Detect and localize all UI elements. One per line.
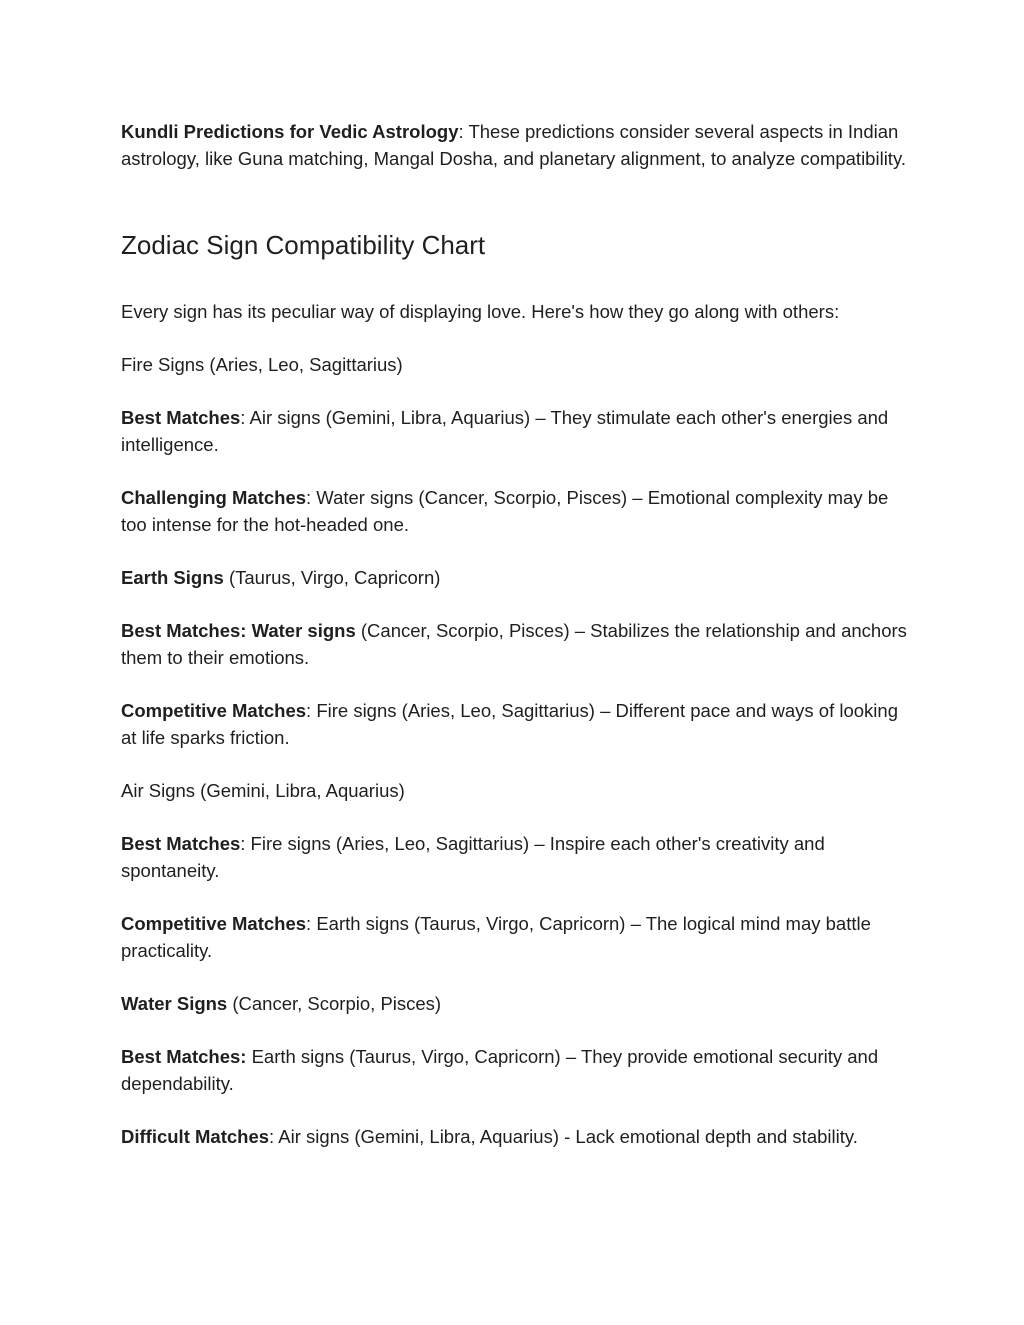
- earth-title-text: (Taurus, Virgo, Capricorn): [223, 567, 441, 588]
- water-best-matches: [121, 1043, 911, 1097]
- earth-competitive-matches: [121, 697, 911, 751]
- water-signs-title: [121, 990, 911, 1017]
- water-difficult-matches: [121, 1123, 911, 1150]
- earth-signs-title: [121, 564, 911, 591]
- earth-best-matches: [121, 617, 911, 671]
- section-heading: Zodiac Sign Compatibility Chart: [121, 230, 486, 260]
- air-best-label: Best Matches: [121, 833, 241, 854]
- water-difficult-text: : Air signs (Gemini, Libra, Aquarius) - Lack emotional depth and stability.: [269, 1126, 858, 1147]
- fire-challenging-label: Challenging Matches: [121, 487, 307, 508]
- intro-bold-label: Kundli Predictions for Vedic Astrology: [121, 121, 459, 142]
- intro-text: : These predictions consider several aspects in Indian astrology, like Guna matching, Mangal Dosha, and planetary alignment, to analyze compatibility.: [121, 121, 906, 169]
- water-best-text: Earth signs (Taurus, Virgo, Capricorn) – They provide emotional security and dependability.: [121, 1046, 879, 1094]
- air-best-text: : Fire signs (Aries, Leo, Sagittarius) – Inspire each other's creativity and spontaneity.: [121, 833, 825, 881]
- earth-best-label: Best Matches: Water signs: [121, 620, 356, 641]
- fire-challenging-text: : Water signs (Cancer, Scorpio, Pisces) – Emotional complexity may be too intense for the hot-headed one.: [121, 487, 889, 535]
- water-title-label: Water Signs: [121, 993, 228, 1014]
- water-best-label: Best Matches:: [121, 1046, 247, 1067]
- air-competitive-text: : Earth signs (Taurus, Virgo, Capricorn) – The logical mind may battle practicality.: [121, 913, 871, 961]
- fire-best-matches: [121, 404, 911, 458]
- air-signs-title: Air Signs (Gemini, Libra, Aquarius): [121, 780, 405, 801]
- document-page: [121, 118, 911, 1150]
- earth-best-text: (Cancer, Scorpio, Pisces) – Stabilizes the relationship and anchors them to their emotions.: [121, 620, 907, 668]
- water-title-text: (Cancer, Scorpio, Pisces): [227, 993, 442, 1014]
- water-difficult-label: Difficult Matches: [121, 1126, 270, 1147]
- intro-paragraph: [121, 118, 911, 172]
- fire-best-text: : Air signs (Gemini, Libra, Aquarius) – They stimulate each other's energies and intelligence.: [121, 407, 889, 455]
- air-competitive-matches: [121, 910, 911, 964]
- earth-competitive-text: : Fire signs (Aries, Leo, Sagittarius) – Different pace and ways of looking at life sparks friction.: [121, 700, 898, 748]
- air-best-matches: [121, 830, 911, 884]
- fire-best-label: Best Matches: [121, 407, 241, 428]
- fire-signs-title: Fire Signs (Aries, Leo, Sagittarius): [121, 354, 403, 375]
- earth-title-label: Earth Signs: [121, 567, 224, 588]
- fire-challenging-matches: [121, 484, 911, 538]
- air-competitive-label: Competitive Matches: [121, 913, 307, 934]
- lead-paragraph: Every sign has its peculiar way of displaying love. Here's how they go along with others:: [121, 301, 840, 322]
- earth-competitive-label: Competitive Matches: [121, 700, 307, 721]
